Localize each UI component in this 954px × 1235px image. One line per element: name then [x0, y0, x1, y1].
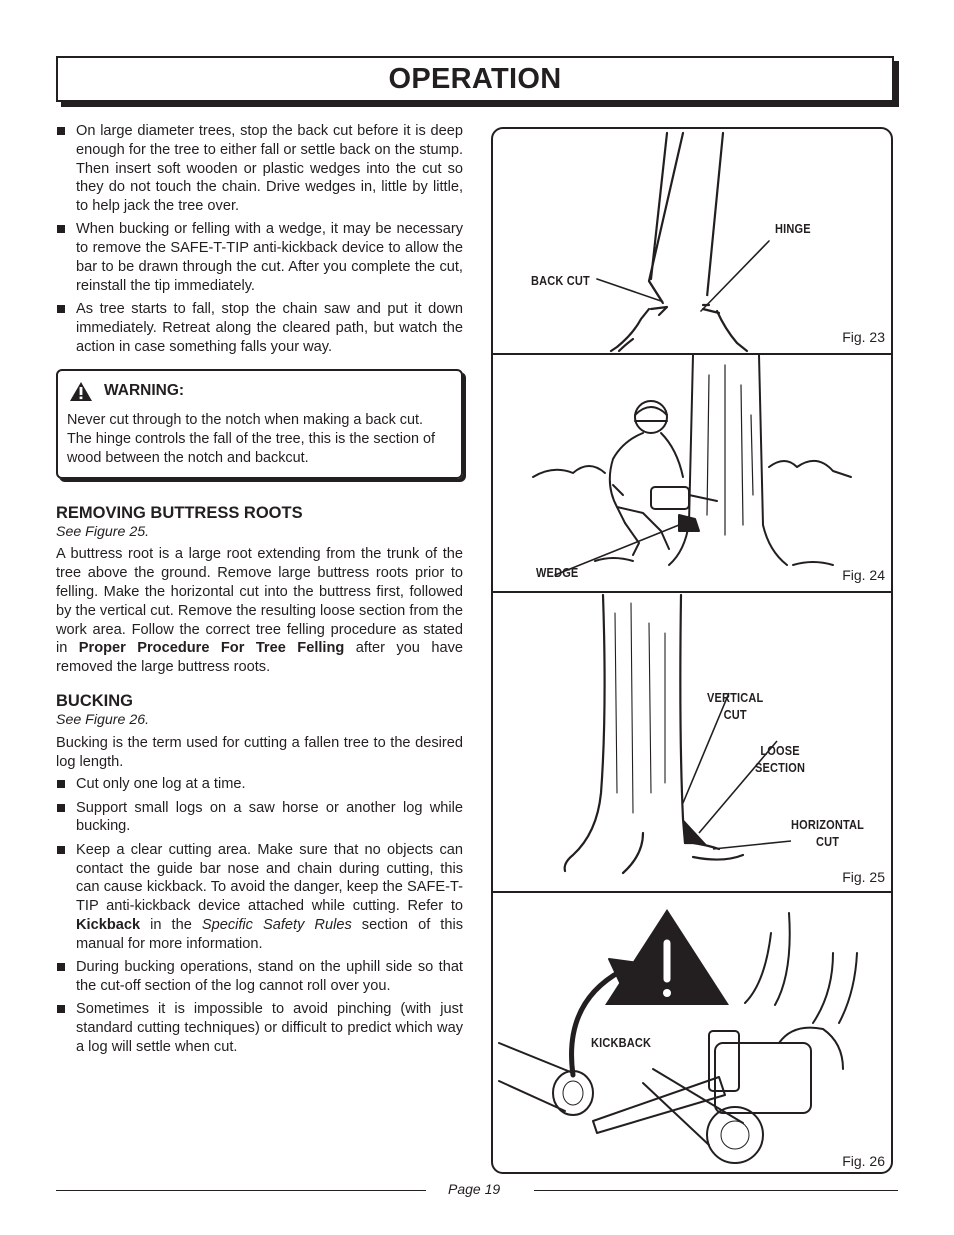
bucking-intro: Bucking is the term used for cutting a fallen tree to the desired log length.: [56, 734, 463, 770]
bullet-square-icon: [57, 846, 65, 854]
hinge-label: HINGE: [775, 222, 811, 236]
warning-triangle-icon: [69, 381, 93, 402]
list-item: When bucking or felling with a wedge, it may be necessary to remove the SAFE-T-TIP anti-kickback device to allow the bar to be drawn through the cut. After you complete the cut, reinstall the tip immediately.: [56, 220, 463, 295]
buttress-heading: REMOVING BUTTRESS ROOTS: [56, 503, 303, 522]
figures-panel: [491, 127, 893, 1174]
bullet-square-icon: [57, 225, 65, 233]
warning-text: Never cut through to the notch when making a back cut. The hinge controls the fall of the tree, this is the section of wood between the notch and backcut.: [67, 411, 435, 466]
wedge-felling-illustration: [493, 355, 891, 591]
list-item: As tree starts to fall, stop the chain saw and put it down immediately. Retreat along the cleared path, but watch the action in case something falls your way.: [56, 300, 463, 356]
figure-caption: Fig. 23: [842, 329, 885, 345]
list-item: Sometimes it is impossible to avoid pinching (with just standard cutting techniques) or difficult to predict which way a log will settle when cut.: [56, 1000, 463, 1056]
felling-hinge-illustration: [493, 129, 891, 353]
bullet-square-icon: [57, 963, 65, 971]
bullet-square-icon: [57, 305, 65, 313]
kickback-label: KICKBACK: [591, 1036, 652, 1050]
top-bullet-list: [56, 122, 463, 357]
footer-rule-left: [56, 1190, 426, 1191]
bullet-square-icon: [57, 1005, 65, 1013]
bullet-square-icon: [57, 127, 65, 135]
bucking-see-figure: See Figure 26.: [56, 711, 150, 728]
figure-caption: Fig. 26: [842, 1153, 885, 1169]
vertical-cut-label: VERTICAL CUT: [707, 691, 764, 722]
bucking-bullet-list: [56, 775, 463, 1056]
back-cut-label: BACK CUT: [531, 274, 590, 288]
left-column: [56, 122, 463, 1061]
list-item: Support small logs on a saw horse or another log while bucking.: [56, 799, 463, 837]
page-title: OPERATION: [388, 63, 562, 95]
figure-caption: Fig. 24: [842, 567, 885, 583]
footer-rule-right: [534, 1190, 898, 1191]
list-item: On large diameter trees, stop the back cut before it is deep enough for the tree to either fall or settle back on the stump. Then insert soft wooden or plastic wedges into the cut so they do not touch the chain. Drive wedges in, little by little, to help jack the tree over.: [56, 122, 463, 216]
list-item: During bucking operations, stand on the uphill side so that the cut-off section of the log cannot roll over you.: [56, 958, 463, 996]
figure-23: [493, 129, 891, 353]
page-number: Page 19: [448, 1181, 501, 1197]
warning-box: [56, 369, 463, 479]
kickback-illustration: [493, 893, 891, 1173]
loose-section-label: LOOSE SECTION: [755, 744, 806, 775]
warning-heading: WARNING:: [67, 381, 451, 402]
bullet-square-icon: [57, 804, 65, 812]
figure-24: [493, 355, 891, 591]
page-header: [56, 56, 894, 102]
buttress-see-figure: See Figure 25.: [56, 523, 150, 540]
buttress-paragraph: A buttress root is a large root extending from the trunk of the tree above the ground. Remove large buttress roots prior to felling. Make the horizontal cut into the buttress first, followed by the vertical cut. Remove the resulting loose section from the work area. Follow the correct tree felling procedure as stated in Proper Procedure For Tree Felling after you have removed the large buttress roots.: [56, 546, 463, 676]
horizontal-cut-label: HORIZONTAL CUT: [791, 818, 865, 849]
wedge-label: WEDGE: [536, 566, 579, 580]
bucking-heading: BUCKING: [56, 691, 133, 710]
list-item: Keep a clear cutting area. Make sure that no objects can contact the guide bar nose and chain during cutting, this can cause kickback. To avoid the danger, keep the SAFE-T-TIP anti-kickback device attached while cutting. Refer to Kickback in the Specific Safety Rules section of this manual for more information.: [56, 841, 463, 954]
figure-26: [493, 893, 891, 1173]
bullet-square-icon: [57, 780, 65, 788]
list-item: Cut only one log at a time.: [56, 775, 463, 794]
figure-caption: Fig. 25: [842, 869, 885, 885]
